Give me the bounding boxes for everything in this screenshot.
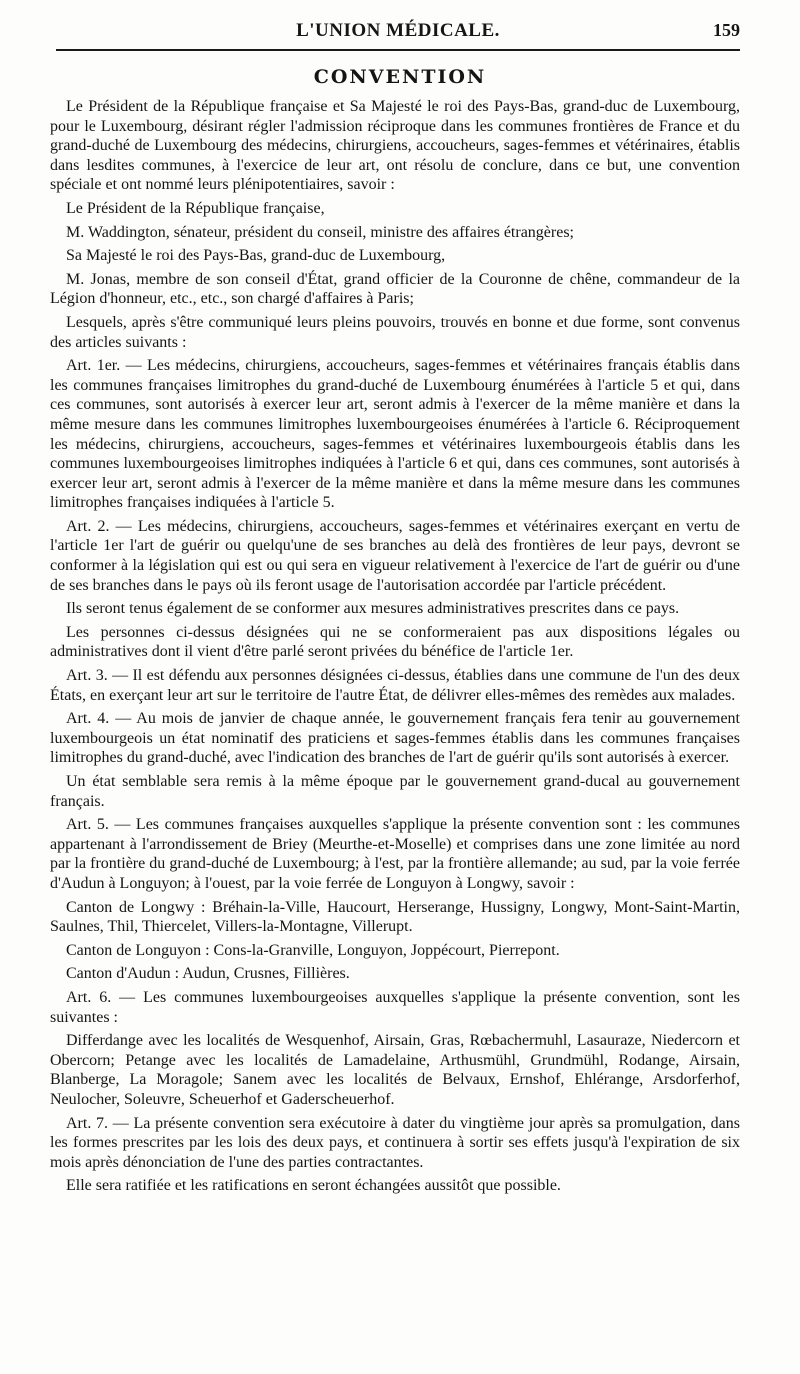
article-7: Art. 7. — La présente convention sera exécutoire à dater du vingtième jour après sa promulgation, dans les formes prescrites par les lois des deux pays, et continuera à sortir ses effets jusqu'à l'expiration de six mois après dénonciation de l'une des parties contractantes.	[50, 1114, 740, 1171]
plenipotentiary-luxembourg-heading: Sa Majesté le roi des Pays-Bas, grand-duc de Luxembourg,	[66, 247, 446, 265]
plenipotentiary-france-heading: Le Président de la République française,	[66, 199, 325, 217]
article-2: Art. 2. — Les médecins, chirurgiens, accoucheurs, sages-femmes et vétérinaires exerçant en vertu de l'article 1er l'art de guérir ou quelqu'une de ses branches au delà des frontières de leur pays, devront se conformer à la législation qui est ou qui sera en vigueur relativement à l'exercice de l'art de guérir ou d'une de ses branches dans le pays où ils feront usage de l'autorisation accordée par l'article précédent.	[50, 517, 740, 594]
article-6-communes: Differdange avec les localités de Wesquenhof, Airsain, Gras, Rœbachermuhl, Lasauraze, Niedercorn et Obercorn; Petange avec les localités de Lamadelaine, Arthusmühl, Grundmühl, Rodange, Airsain, Blanberge, La Moragole; Sanem avec les localités de Belvaux, Ernshof, Ehlérange, Arsdorferhof, Neulocher, Soleuvre, Scheuerhof et Gaderscheuerhof.	[50, 1032, 740, 1108]
article-1: Art. 1er. — Les médecins, chirurgiens, accoucheurs, sages-femmes et vétérinaires français établis dans les communes françaises limitrophes du grand-duché de Luxembourg énumérées à l'article 5 et qui, dans ces communes, sont autorisés à exercer leur art, seront admis à l'exercer de la même manière et dans la même mesure dans les communes limitrophes luxembourgeoises énumérées à l'article 6. Réciproquement les médecins, chirurgiens, accoucheurs, sages-femmes et vétérinaires luxembourgeois établis dans les communes luxembourgeoises limitrophes indiquées à l'article 6 et qui, dans ces communes, sont autorisés à exercer leur art, seront admis à l'exercer de la même manière et dans la même mesure dans les communes limitrophes françaises indiquées à l'article 5.	[50, 357, 740, 512]
article-4: Art. 4. — Au mois de janvier de chaque année, le gouvernement français fera tenir au gouvernement luxembourgeois un état nominatif des praticiens et sages-femmes établis dans les communes françaises limitrophes du grand-duché, avec l'indication des branches de l'art de guérir qu'ils sont autorisés à exercer.	[50, 710, 740, 767]
ratification-paragraph: Elle sera ratifiée et les ratifications en seront échangées aussitôt que possible.	[66, 1177, 561, 1195]
header-rule	[56, 49, 740, 51]
article-2-paragraph-2: Ils seront tenus également de se conformer aux mesures administratives prescrites dans ce pays.	[66, 600, 680, 618]
article-body	[50, 97, 740, 1200]
article-6: Art. 6. — Les communes luxembourgeoises auxquelles s'applique la présente convention, sont les suivantes :	[50, 988, 740, 1026]
page-number: 159	[713, 20, 740, 40]
plenipotentiary-luxembourg-name: M. Jonas, membre de son conseil d'État, grand officier de la Couronne de chêne, commandeur de la Légion d'honneur, etc., etc., son chargé d'affaires à Paris;	[50, 270, 740, 308]
running-header	[56, 14, 740, 44]
article-3: Art. 3. — Il est défendu aux personnes désignées ci-dessus, établies dans une commune de l'un des deux États, en exerçant leur art sur le territoire de l'autre État, de délivrer elles-mêmes des remèdes aux malades.	[50, 667, 740, 704]
section-title: CONVENTION	[313, 66, 487, 88]
journal-title: L'UNION MÉDICALE.	[296, 20, 500, 41]
canton-longuyon: Canton de Longuyon : Cons-la-Granville, Longuyon, Joppécourt, Pierrepont.	[66, 941, 560, 959]
plenipotentiary-france-name: M. Waddington, sénateur, président du conseil, ministre des affaires étrangères;	[66, 223, 574, 241]
article-5: Art. 5. — Les communes françaises auxquelles s'applique la présente convention sont : les communes appartenant à l'arrondissement de Briey (Meurthe-et-Moselle) et comprises dans une zone limitée au nord par la frontière du grand-duché de Luxembourg; à l'est, par la frontière allemande; au sud, par la voie ferrée d'Audun à Longuyon; à l'ouest, par la voie ferrée de Longuyon à Longwy, savoir :	[50, 816, 740, 892]
article-2-paragraph-3: Les personnes ci-dessus désignées qui ne se conformeraient pas aux dispositions légales ou administratives dont il vient d'être parlé seront privées du bénéfice de l'article 1er.	[50, 623, 740, 661]
canton-longwy: Canton de Longwy : Bréhain-la-Ville, Haucourt, Herserange, Hussigny, Longwy, Mont-Saint-Martin, Saulnes, Thil, Thiercelet, Villers-la-Montagne, Villerupt.	[50, 898, 740, 936]
agreement-paragraph: Lesquels, après s'être communiqué leurs pleins pouvoirs, trouvés en bonne et due forme, sont convenus des articles suivants :	[50, 313, 740, 351]
article-4-paragraph-2: Un état semblable sera remis à la même époque par le gouvernement grand-ducal au gouvernement français.	[50, 773, 740, 810]
canton-audun: Canton d'Audun : Audun, Crusnes, Fillières.	[66, 965, 350, 983]
preamble-paragraph: Le Président de la République française et Sa Majesté le roi des Pays-Bas, grand-duc de Luxembourg, pour le Luxembourg, désirant régler l'admission réciproque dans les communes frontières de France et du grand-duché de Luxembourg des médecins, chirurgiens, accoucheurs, sages-femmes et vétérinaires, établis dans lesdites communes, à l'exercice de leur art, ont résolu de conclure, dans ce but, une convention spéciale et ont nommé leurs plénipotentiaires, savoir :	[50, 98, 740, 194]
